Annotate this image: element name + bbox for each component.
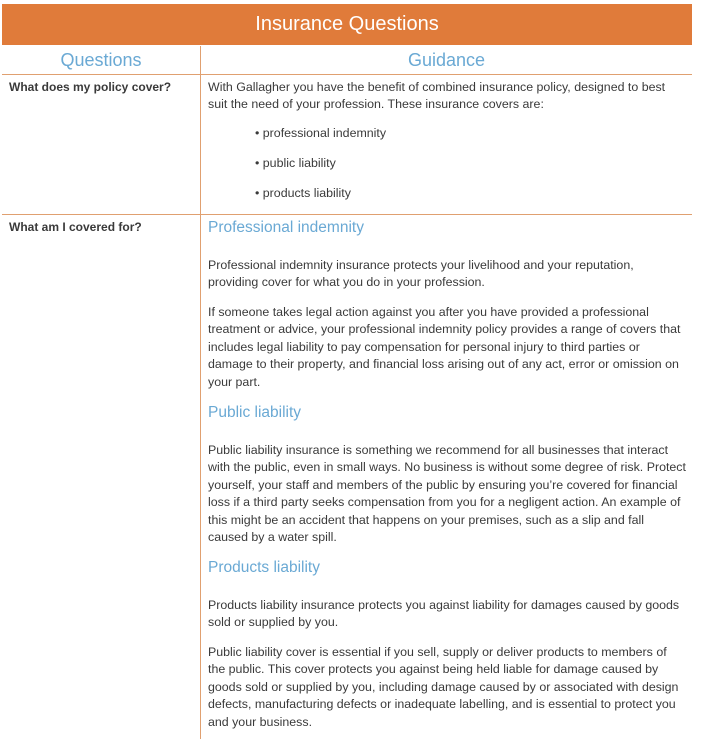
paragraph-text: Professional indemnity insurance protects your livelihood and your reputation, providing cover for what you do in your profession. xyxy=(208,258,634,290)
paragraph-text: Public liability cover is essential if you sell, supply or deliver products to members of the public. This cover protects you against being held liable for damage caused by goods sold or supplied by you, including damage caused by or associated with design defects, manufacturing defects or inadequate labelling, and is essential to protect you and your business. xyxy=(208,645,679,729)
header-rule xyxy=(2,74,692,75)
paragraph-text: Public liability insurance is something we recommend for all businesses that interact with the public, even in small ways. No business is without some degree of risk. Protect yourself, your staff and members of the public by ensuring you’re covered for financial loss if a third party seeks compensation from you for a negligent action. An example of this might be an accident that happens on your premises, such as a slip and fall caused by a water spill. xyxy=(208,443,686,545)
guidance-intro-text: With Gallagher you have the benefit of combined insurance policy, designed to best suit the need of your profession. These insurance covers are: xyxy=(208,80,666,112)
column-header-guidance: Guidance xyxy=(407,49,486,70)
row-rule xyxy=(2,214,692,215)
paragraph-text: If someone takes legal action against you after you have provided a professional treatment or advice, your professional indemnity policy provides a range of covers that includes legal liability to pay compensation for personal injury to third parties or damage to their property, and financial loss arising out of any act, error or omission on your part. xyxy=(208,305,681,389)
column-header-questions: Questions xyxy=(60,49,142,70)
section-paragraph xyxy=(208,442,686,546)
section-heading-professional-indemnity: Professional indemnity xyxy=(208,219,364,236)
section-heading-public-liability: Public liability xyxy=(208,404,302,421)
section-paragraph xyxy=(208,597,686,632)
section-paragraph xyxy=(208,304,686,391)
table-title: Insurance Questions xyxy=(2,4,692,45)
column-divider xyxy=(200,46,201,739)
cover-bullet-item: • public liability xyxy=(255,156,336,170)
section-heading-products-liability: Products liability xyxy=(208,559,320,576)
section-paragraph xyxy=(208,257,686,292)
guidance-intro xyxy=(208,79,686,114)
section-paragraph xyxy=(208,644,686,731)
question-covered-for: What am I covered for? xyxy=(9,220,142,234)
paragraph-text: Products liability insurance protects you against liability for damages caused by goods sold or supplied by you. xyxy=(208,598,680,630)
cover-bullet-item: • products liability xyxy=(255,186,351,200)
cover-bullet-item: • professional indemnity xyxy=(255,126,386,140)
question-policy-cover: What does my policy cover? xyxy=(9,80,172,94)
